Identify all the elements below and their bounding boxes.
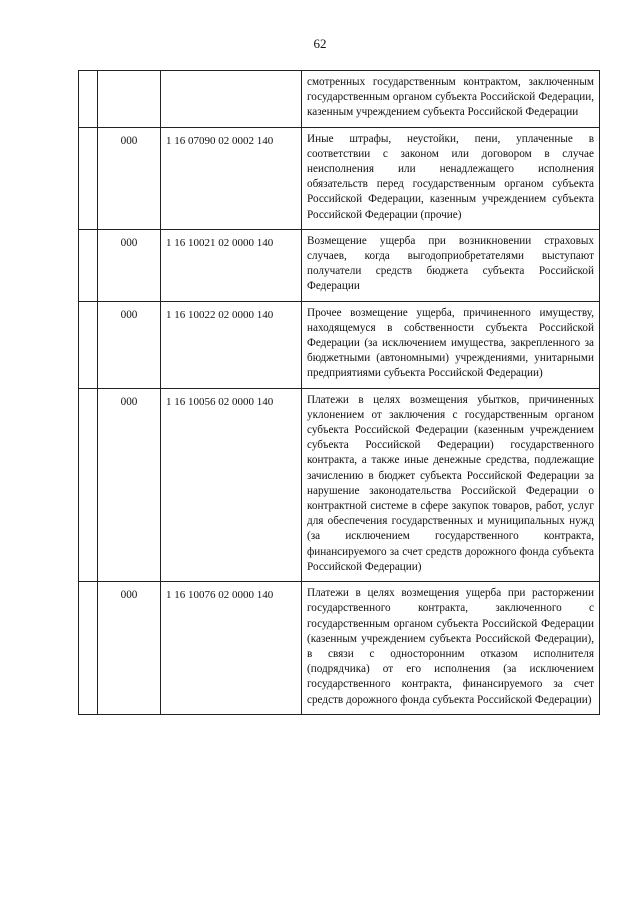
table-row <box>79 388 600 581</box>
description-cell <box>302 71 600 128</box>
table-row <box>79 71 600 128</box>
budget-code-cell: 1 16 10056 02 0000 140 <box>161 388 302 581</box>
index-cell <box>79 229 98 301</box>
admin-code-cell: 000 <box>98 582 161 715</box>
admin-code-cell: 000 <box>98 229 161 301</box>
index-cell <box>79 71 98 128</box>
description-text: Платежи в целях возмещения ущерба при расторжении государственного контракта, заключенного с государственным органом субъекта Российской Федерации (казенным учреждением субъекта Российской Федерации), в связи с односторонним отказом исполнителя (подрядчика) от его исполнения (за исключением государственного контракта, финансируемого за счет средств дорожного фонда субъекта Российской Федерации) <box>307 587 594 706</box>
admin-code-cell: 000 <box>98 388 161 581</box>
table-row <box>79 301 600 388</box>
budget-code-cell: 1 16 10022 02 0000 140 <box>161 301 302 388</box>
description-cell <box>302 301 600 388</box>
table-row <box>79 127 600 229</box>
description-text: смотренных государственным контрактом, заключенным государственным органом субъекта Российской Федерации, казенным учреждением субъекта Российской Федерации <box>307 76 594 119</box>
description-cell <box>302 229 600 301</box>
budget-code-cell: 1 16 07090 02 0002 140 <box>161 127 302 229</box>
table-row <box>79 582 600 715</box>
budget-code-cell <box>161 71 302 128</box>
description-cell <box>302 388 600 581</box>
description-text: Возмещение ущерба при возникновении страховых случаев, когда выгодоприобретателями выступают получатели средств бюджета субъекта Российской Федерации <box>307 234 594 293</box>
admin-code-cell: 000 <box>98 301 161 388</box>
index-cell <box>79 127 98 229</box>
budget-code-cell: 1 16 10076 02 0000 140 <box>161 582 302 715</box>
index-cell <box>79 388 98 581</box>
index-cell <box>79 301 98 388</box>
table-row <box>79 229 600 301</box>
page-number: 62 <box>313 36 327 51</box>
description-cell <box>302 127 600 229</box>
description-text: Прочее возмещение ущерба, причиненного имуществу, находящемуся в собственности субъекта Российской Федерации (за исключением имущества, закрепленного за бюджетными (автономными) учреждениями, унитарными предприятиями субъекта Российской Федерации) <box>307 306 594 380</box>
revenue-codes-table <box>78 70 600 715</box>
description-text: Иные штрафы, неустойки, пени, уплаченные в соответствии с законом или договором в случае неисполнения или ненадлежащего исполнения обязательств перед государственным органом субъекта Российской Федерации, казенным учреждением субъекта Российской Федерации (прочие) <box>307 132 594 221</box>
admin-code-cell <box>98 71 161 128</box>
index-cell <box>79 582 98 715</box>
description-cell <box>302 582 600 715</box>
budget-code-cell: 1 16 10021 02 0000 140 <box>161 229 302 301</box>
admin-code-cell: 000 <box>98 127 161 229</box>
description-text: Платежи в целях возмещения убытков, причиненных уклонением от заключения с государственным органом субъекта Российской Федерации (казенным учреждением субъекта Российской Федерации) государственного контракта, а также иные денежные средства, подлежащие зачислению в бюджет субъекта Российской Федерации за нарушение законодательства Российской Федерации о контрактной системе в сфере закупок товаров, работ, услуг для обеспечения государственных и муниципальных нужд (за исключением государственного контракта, финансируемого за счет средств дорожного фонда субъекта Российской Федерации) <box>307 393 594 573</box>
